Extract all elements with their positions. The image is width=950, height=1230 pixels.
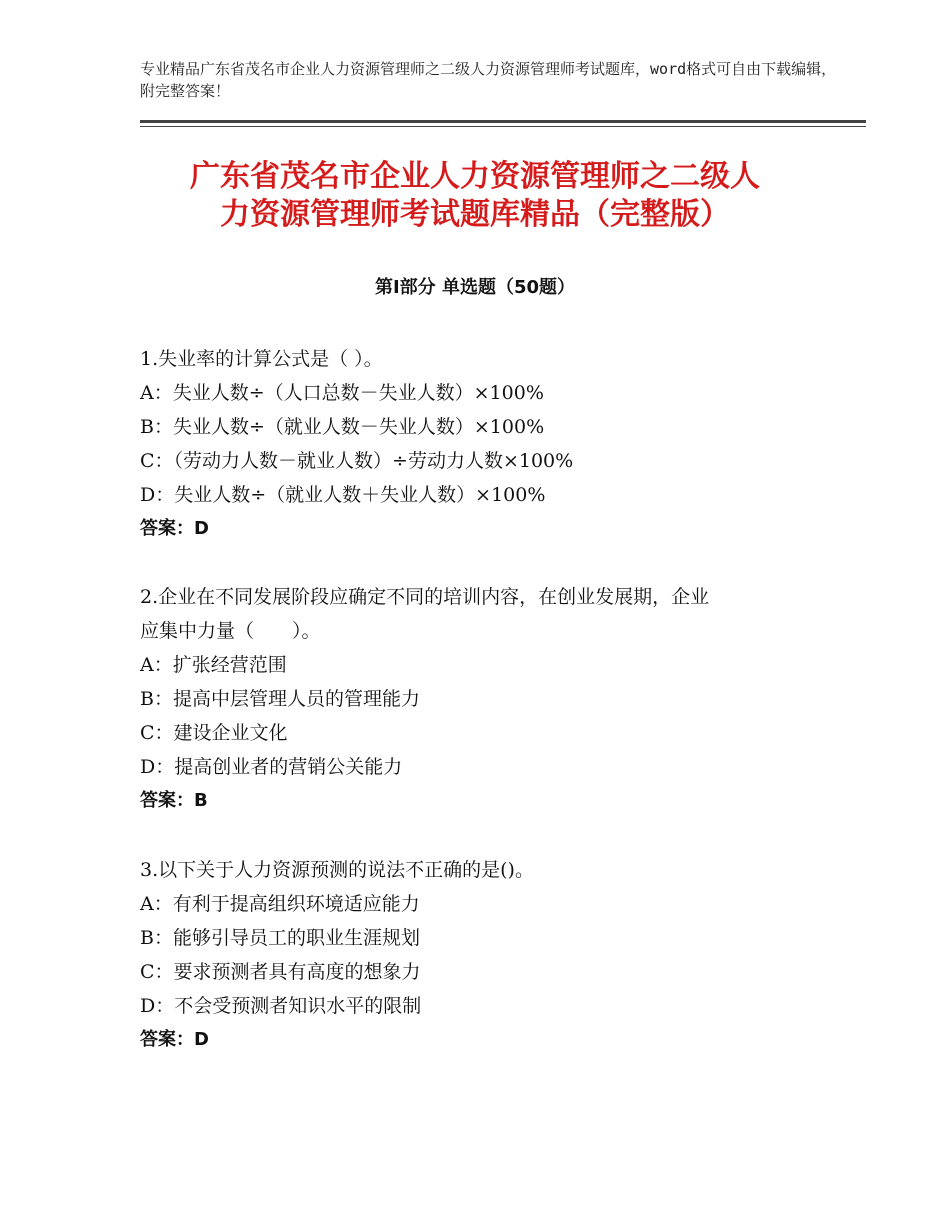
question-3-option-b: B：能够引导员工的职业生涯规划 — [140, 927, 420, 949]
document-title — [100, 158, 850, 234]
question-1-option-c: C：（劳动力人数－就业人数）÷劳动力人数×100% — [140, 450, 574, 472]
question-3-answer: 答案：D — [140, 1029, 209, 1050]
question-2-option-d: D：提高创业者的营销公关能力 — [140, 756, 403, 778]
header-divider-thin — [140, 126, 866, 127]
header-note: 专业精品广东省茂名市企业人力资源管理师之二级人力资源管理师考试题库，word格式可自由下载编辑，附完整答案！ — [140, 60, 837, 100]
question-3-stem: 3.以下关于人力资源预测的说法不正确的是()。 — [140, 859, 534, 881]
document-title-line-2: 力资源管理师考试题库精品（完整版） — [220, 197, 730, 232]
question-3-option-d: D：不会受预测者知识水平的限制 — [140, 995, 422, 1017]
section-title: 第Ⅰ部分 单选题（50题） — [374, 277, 575, 298]
question-2-stem-line-2: 应集中力量（ ）。 — [140, 620, 321, 642]
header-divider-thick — [140, 120, 866, 123]
question-2-stem-line-1: 2.企业在不同发展阶段应确定不同的培训内容，在创业发展期，企业 — [140, 586, 710, 608]
question-1-stem: 1.失业率的计算公式是（ ）。 — [140, 348, 383, 370]
question-1-option-b: B：失业人数÷（就业人数－失业人数）×100% — [140, 416, 545, 438]
question-1-answer: 答案：D — [140, 518, 209, 539]
question-3 — [140, 853, 840, 1057]
question-2-answer: 答案：B — [140, 790, 208, 811]
question-3-option-a: A：有利于提高组织环境适应能力 — [140, 893, 420, 915]
document-title-line-1: 广东省茂名市企业人力资源管理师之二级人 — [190, 159, 760, 194]
question-3-option-c: C：要求预测者具有高度的想象力 — [140, 961, 421, 983]
question-2 — [140, 580, 840, 818]
question-2-option-b: B：提高中层管理人员的管理能力 — [140, 688, 420, 710]
question-1 — [140, 342, 840, 546]
question-2-option-c: C：建设企业文化 — [140, 722, 288, 744]
question-1-option-d: D：失业人数÷（就业人数＋失业人数）×100% — [140, 484, 546, 506]
question-2-option-a: A：扩张经营范围 — [140, 654, 287, 676]
question-1-option-a: A：失业人数÷（人口总数－失业人数）×100% — [140, 382, 544, 404]
